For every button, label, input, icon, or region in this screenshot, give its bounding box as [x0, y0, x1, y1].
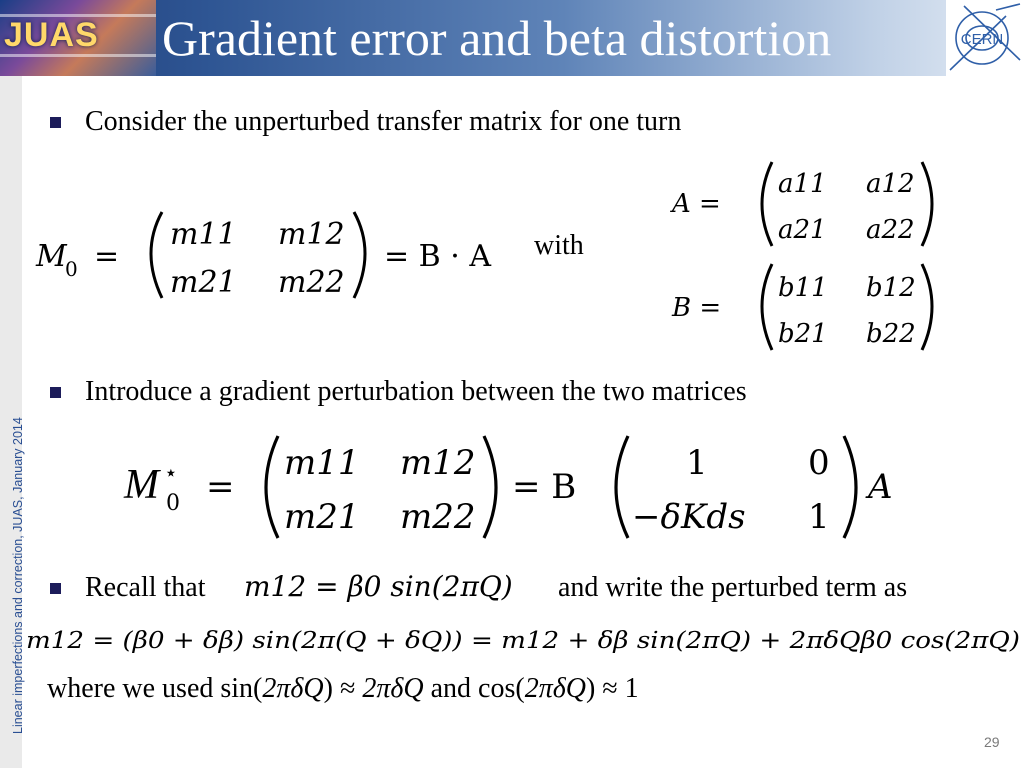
slide-title: Gradient error and beta distortion	[162, 10, 832, 66]
bullet-text-2: Introduce a gradient perturbation between the two matrices	[85, 376, 747, 407]
where-arg1: 2πδQ	[262, 673, 324, 704]
bullet-square-1	[50, 117, 61, 128]
equation-recall	[244, 562, 544, 608]
where-arg2: 2πδQ	[524, 673, 586, 704]
with-label: with	[534, 230, 584, 261]
b-lhs: B =	[672, 293, 722, 323]
where-tail: ) ≈ 1	[585, 673, 639, 704]
mstar-entry-12: m12	[400, 443, 476, 483]
perturbed-formula: m12 = (β0 + δβ) sin(2π(Q + δQ)) = m12 + δβ sin(2πQ) + 2πδQβ0 cos(2πQ)	[26, 628, 1021, 654]
b-entry-21: b21	[778, 319, 828, 349]
b-entry-11: b11	[778, 273, 828, 303]
m0-symbol: M	[36, 239, 67, 274]
bullet-square-2	[50, 387, 61, 398]
juas-logo-text: JUAS	[4, 16, 99, 54]
svg-text:=: =	[206, 467, 235, 507]
juas-logo	[0, 0, 156, 76]
equation-b	[668, 258, 958, 358]
mstar-rhs-b: = B	[512, 467, 577, 507]
where-line	[47, 675, 639, 703]
mstar-rhs-a: A	[868, 467, 893, 507]
a-entry-12: a12	[866, 169, 915, 199]
mstar-entry-21: m21	[284, 497, 360, 537]
cern-logo	[946, 0, 1024, 76]
equation-perturbed	[26, 616, 1022, 660]
svg-text:⋆: ⋆	[164, 461, 178, 486]
page-number: 29	[984, 734, 1000, 750]
a-entry-11: a11	[778, 169, 827, 199]
b-entry-12: b12	[866, 273, 916, 303]
a-entry-21: a21	[778, 215, 827, 245]
m0-entry-22: m22	[278, 265, 345, 300]
a-lhs: A =	[672, 189, 721, 219]
m0-equals: =	[94, 239, 120, 274]
bullet-text-1: Consider the unperturbed transfer matrix for one turn	[85, 106, 682, 137]
m0-entry-12: m12	[278, 217, 345, 252]
bullet-square-3	[50, 583, 61, 594]
m0-rhs: = B · A	[384, 239, 491, 274]
m0-entry-21: m21	[170, 265, 237, 300]
mstar-symbol: M	[124, 462, 159, 508]
where-mid2: and cos(	[423, 673, 525, 704]
equation-m0	[30, 200, 610, 310]
bullet-text-3a: Recall that	[85, 572, 206, 603]
m0-entry-11: m11	[170, 217, 237, 252]
where-mid1: ) ≈	[323, 673, 363, 704]
where-lead: where we used sin(	[47, 673, 263, 704]
slide-header	[0, 0, 1024, 76]
a-entry-22: a22	[866, 215, 915, 245]
side-footer-text: Linear imperfections and correction, JUAS, January 2014	[11, 417, 25, 734]
k-entry-11: 1	[686, 443, 708, 483]
mstar-entry-11: m11	[284, 443, 360, 483]
where-approx1: 2πδQ	[362, 673, 424, 704]
k-entry-22: 1	[808, 497, 830, 537]
bullet-text-3b: and write the perturbed term as	[558, 572, 908, 603]
b-entry-22: b22	[866, 319, 916, 349]
equation-a	[668, 156, 958, 256]
recall-formula: m12 = β0 sin(2πQ)	[244, 570, 513, 603]
cern-logo-icon	[946, 0, 1024, 76]
mstar-entry-22: m22	[400, 497, 476, 537]
k-entry-21: −δKds	[632, 497, 746, 537]
cern-logo-text: CERN	[960, 31, 1004, 48]
k-entry-12: 0	[808, 443, 830, 483]
svg-text:0: 0	[166, 491, 180, 516]
m0-subscript: 0	[65, 257, 78, 281]
equation-mstar	[120, 428, 920, 548]
